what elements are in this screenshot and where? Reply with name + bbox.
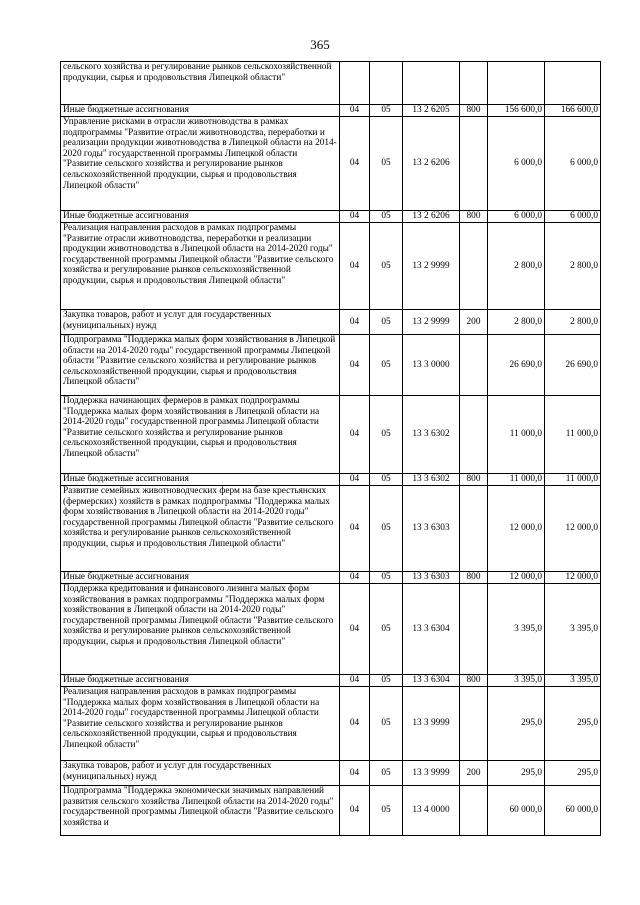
- table-row: [61, 572, 601, 584]
- row-expense-type: 800: [460, 105, 488, 117]
- row-amount-2: 12 000,0: [545, 486, 601, 572]
- row-name: Подпрограмма "Поддержка экономически значимых направлений развития сельского хозяйства Липецкой области на 2014-2020 годы" государственной программы Липецкой области "Развитие сельского хозяйства и: [61, 786, 340, 836]
- row-name: Иные бюджетные ассигнования: [61, 675, 340, 687]
- row-target-article: 13 2 6206: [403, 211, 460, 223]
- row-amount-1: 2 800,0: [488, 223, 545, 310]
- row-target-article: 13 3 9999: [403, 761, 460, 786]
- row-subsection: 05: [370, 105, 403, 117]
- table-row: [61, 117, 601, 211]
- row-target-article: 13 3 6303: [403, 486, 460, 572]
- row-expense-type: [460, 786, 488, 836]
- table-row: [61, 310, 601, 335]
- row-target-article: 13 3 6303: [403, 572, 460, 584]
- row-section: 04: [340, 474, 370, 486]
- row-amount-2: 12 000,0: [545, 572, 601, 584]
- row-amount-2: 295,0: [545, 687, 601, 761]
- row-section: 04: [340, 675, 370, 687]
- row-amount-1: 295,0: [488, 761, 545, 786]
- row-expense-type: [460, 486, 488, 572]
- row-subsection: 05: [370, 310, 403, 335]
- table-row: [61, 62, 601, 105]
- row-amount-2: [545, 62, 601, 105]
- row-name: Развитие семейных животноводческих ферм на базе крестьянских (фермерских) хозяйств в рамках подпрограммы "Поддержка малых форм хозяйствования в Липецкой области на 2014-2020 годы" государственной программы Липецкой области "Развитие сельского хозяйства и регулирование рынков сельскохозяйственной продукции, сырья и продовольствия Липецкой области": [61, 486, 340, 572]
- table-row: [61, 474, 601, 486]
- row-target-article: 13 3 6304: [403, 675, 460, 687]
- row-subsection: 05: [370, 584, 403, 675]
- row-name: Подпрограмма "Поддержка малых форм хозяйствования в Липецкой области на 2014-2020 годы" государственной программы Липецкой области "Развитие сельского хозяйства и регулирование рынков сельскохозяйственной продукции, сырья и продовольствия Липецкой области": [61, 335, 340, 396]
- table-row: [61, 105, 601, 117]
- row-subsection: 05: [370, 572, 403, 584]
- row-target-article: 13 4 0000: [403, 786, 460, 836]
- table-row: [61, 584, 601, 675]
- row-subsection: 05: [370, 761, 403, 786]
- row-name: Управление рисками в отрасли животноводства в рамках подпрограммы "Развитие отрасли животноводства, переработки и реализации продукции животноводства в Липецкой области на 2014-2020 годы" государственной программы Липецкой области "Развитие сельского хозяйства и регулирование рынков сельскохозяйственной продукции, сырья и продовольствия Липецкой области": [61, 117, 340, 211]
- row-expense-type: 200: [460, 761, 488, 786]
- row-amount-1: 12 000,0: [488, 572, 545, 584]
- row-name: Закупка товаров, работ и услуг для государственных (муниципальных) нужд: [61, 761, 340, 786]
- table-row: [61, 486, 601, 572]
- row-subsection: 05: [370, 396, 403, 474]
- row-expense-type: 800: [460, 675, 488, 687]
- row-section: [340, 62, 370, 105]
- table-row: [61, 211, 601, 223]
- row-section: 04: [340, 335, 370, 396]
- row-expense-type: 800: [460, 572, 488, 584]
- table-row: [61, 687, 601, 761]
- row-section: 04: [340, 211, 370, 223]
- row-expense-type: [460, 396, 488, 474]
- row-amount-1: 2 800,0: [488, 310, 545, 335]
- row-expense-type: [460, 62, 488, 105]
- row-subsection: 05: [370, 335, 403, 396]
- table-row: [61, 223, 601, 310]
- row-section: 04: [340, 486, 370, 572]
- row-subsection: 05: [370, 474, 403, 486]
- row-section: 04: [340, 761, 370, 786]
- row-amount-2: 6 000,0: [545, 117, 601, 211]
- row-name: Иные бюджетные ассигнования: [61, 211, 340, 223]
- row-subsection: 05: [370, 786, 403, 836]
- row-subsection: 05: [370, 687, 403, 761]
- row-amount-2: 6 000,0: [545, 211, 601, 223]
- row-target-article: 13 3 6304: [403, 584, 460, 675]
- row-target-article: 13 2 9999: [403, 223, 460, 310]
- row-expense-type: 200: [460, 310, 488, 335]
- row-amount-2: 26 690,0: [545, 335, 601, 396]
- row-expense-type: [460, 335, 488, 396]
- row-expense-type: [460, 687, 488, 761]
- row-name: Поддержка начинающих фермеров в рамках подпрограммы "Поддержка малых форм хозяйствования в Липецкой области на 2014-2020 годы" государственной программы Липецкой области "Развитие сельского хозяйства и регулирование рынков сельскохозяйственной продукции, сырья и продовольствия Липецкой области": [61, 396, 340, 474]
- row-expense-type: [460, 584, 488, 675]
- row-target-article: 13 3 0000: [403, 335, 460, 396]
- row-section: 04: [340, 396, 370, 474]
- row-amount-1: 295,0: [488, 687, 545, 761]
- table-row: [61, 786, 601, 836]
- row-amount-1: 26 690,0: [488, 335, 545, 396]
- row-expense-type: 800: [460, 211, 488, 223]
- row-subsection: 05: [370, 223, 403, 310]
- row-expense-type: [460, 223, 488, 310]
- row-amount-2: 3 395,0: [545, 675, 601, 687]
- row-subsection: 05: [370, 117, 403, 211]
- row-name: Иные бюджетные ассигнования: [61, 572, 340, 584]
- row-name: Иные бюджетные ассигнования: [61, 474, 340, 486]
- row-target-article: 13 3 6302: [403, 396, 460, 474]
- row-amount-1: 3 395,0: [488, 675, 545, 687]
- row-amount-1: [488, 62, 545, 105]
- row-subsection: 05: [370, 486, 403, 572]
- row-target-article: 13 2 9999: [403, 310, 460, 335]
- row-expense-type: [460, 117, 488, 211]
- table-row: [61, 675, 601, 687]
- row-amount-2: 2 800,0: [545, 223, 601, 310]
- row-subsection: 05: [370, 675, 403, 687]
- row-target-article: 13 3 9999: [403, 687, 460, 761]
- row-section: 04: [340, 105, 370, 117]
- row-target-article: [403, 62, 460, 105]
- row-amount-2: 295,0: [545, 761, 601, 786]
- row-amount-1: 3 395,0: [488, 584, 545, 675]
- row-amount-1: 60 000,0: [488, 786, 545, 836]
- row-amount-2: 11 000,0: [545, 474, 601, 486]
- row-section: 04: [340, 117, 370, 211]
- row-amount-2: 166 600,0: [545, 105, 601, 117]
- row-target-article: 13 2 6206: [403, 117, 460, 211]
- table-row: [61, 396, 601, 474]
- row-subsection: [370, 62, 403, 105]
- row-amount-2: 11 000,0: [545, 396, 601, 474]
- row-section: 04: [340, 310, 370, 335]
- row-name: Реализация направления расходов в рамках подпрограммы "Поддержка малых форм хозяйствования в Липецкой области на 2014-2020 годы" государственной программы Липецкой области "Развитие сельского хозяйства и регулирование рынков сельскохозяйственной продукции, сырья и продовольствия Липецкой области": [61, 687, 340, 761]
- row-target-article: 13 2 6205: [403, 105, 460, 117]
- row-section: 04: [340, 223, 370, 310]
- row-amount-2: 2 800,0: [545, 310, 601, 335]
- table-row: [61, 335, 601, 396]
- row-amount-2: 60 000,0: [545, 786, 601, 836]
- row-expense-type: 800: [460, 474, 488, 486]
- row-section: 04: [340, 786, 370, 836]
- row-amount-1: 11 000,0: [488, 474, 545, 486]
- row-amount-1: 156 600,0: [488, 105, 545, 117]
- page-number: 365: [310, 37, 330, 52]
- row-amount-1: 6 000,0: [488, 211, 545, 223]
- budget-table: [60, 61, 601, 836]
- table-row: [61, 761, 601, 786]
- row-amount-1: 6 000,0: [488, 117, 545, 211]
- row-section: 04: [340, 584, 370, 675]
- row-name: Закупка товаров, работ и услуг для государственных (муниципальных) нужд: [61, 310, 340, 335]
- row-target-article: 13 3 6302: [403, 474, 460, 486]
- row-section: 04: [340, 572, 370, 584]
- row-section: 04: [340, 687, 370, 761]
- row-name: Поддержка кредитования и финансового лизинга малых форм хозяйствования в рамках подпрограммы "Поддержка малых форм хозяйствования в Липецкой области на 2014-2020 годы" государственной программы Липецкой области "Развитие сельского хозяйства и регулирование рынков сельскохозяйственной продукции, сырья и продовольствия Липецкой области": [61, 584, 340, 675]
- row-amount-1: 12 000,0: [488, 486, 545, 572]
- row-amount-2: 3 395,0: [545, 584, 601, 675]
- row-subsection: 05: [370, 211, 403, 223]
- row-name: сельского хозяйства и регулирование рынков сельскохозяйственной продукции, сырья и продовольствия Липецкой области": [61, 62, 340, 105]
- row-amount-1: 11 000,0: [488, 396, 545, 474]
- row-name: Реализация направления расходов в рамках подпрограммы "Развитие отрасли животноводства, переработки и реализации продукции животноводства в Липецкой области на 2014-2020 годы" государственной программы Липецкой области "Развитие сельского хозяйства и регулирование рынков сельскохозяйственной продукции, сырья и продовольствия Липецкой области": [61, 223, 340, 310]
- row-name: Иные бюджетные ассигнования: [61, 105, 340, 117]
